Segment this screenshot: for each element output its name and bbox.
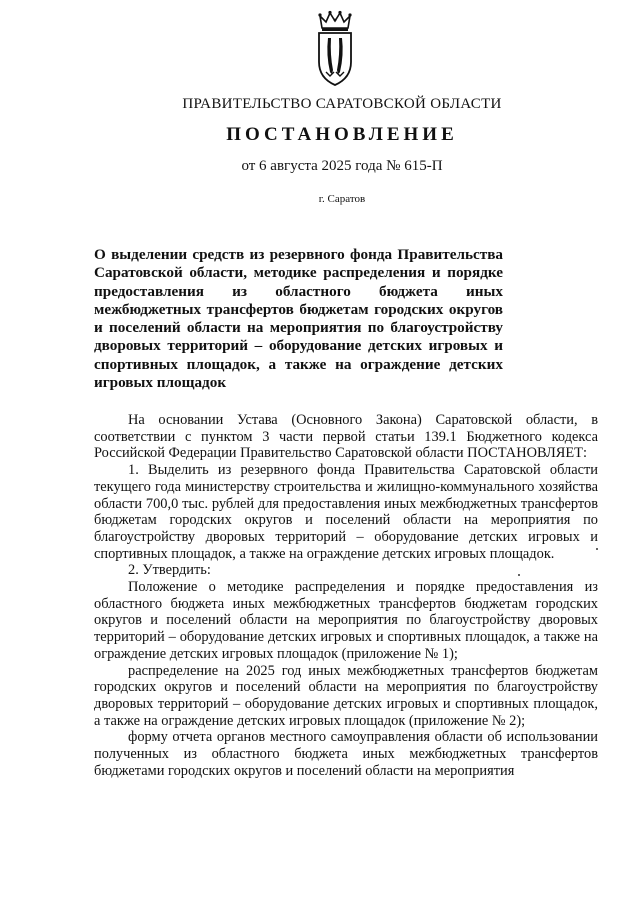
body-paragraph: распределение на 2025 год иных межбюджетных трансфертов бюджетам городских округов и поселений области на мероприятия по благоустройству дворовых территорий – оборудование детских игровых и спортивных площадок, а также на ограждение детских игровых площадок (приложение № 2); [94, 662, 598, 729]
body-paragraph: 2. Утвердить: [128, 562, 211, 579]
coat-of-arms-emblem [314, 10, 356, 92]
body-paragraph: форму отчета органов местного самоуправления области об использовании полученных из областного бюджета иных межбюджетных трансфертов бюджетами городских округов и поселений области на мероприятия [94, 729, 598, 779]
scan-speck [596, 548, 598, 550]
document-body [94, 412, 598, 779]
document-type: ПОСТАНОВЛЕНИЕ [226, 124, 458, 145]
document-date-number: от 6 августа 2025 года № 615-П [241, 158, 443, 174]
body-paragraph: Положение о методике распределения и порядке предоставления из областного бюджета иных межбюджетных трансфертов бюджетам городских округов и поселений области на мероприятия по благоустройству дворовых территорий – оборудование детских игровых и спортивных площадок, а также на ограждение детских игровых площадок (приложение № 1); [94, 579, 598, 662]
body-paragraph: 1. Выделить из резервного фонда Правительства Саратовской области текущего года министерству строительства и жилищно-коммунального хозяйства области 700,0 тыс. рублей для предоставления иных межбюджетных трансфертов бюджетам городских округов и поселений области на мероприятия по благоустройству дворовых территорий – оборудование детских игровых и спортивных площадок, а также на ограждение детских игровых площадок. [94, 462, 598, 562]
scan-speck [518, 574, 520, 576]
body-paragraph: На основании Устава (Основного Закона) Саратовской области, в соответствии с пунктом 3 части первой статьи 139.1 Бюджетного кодекса Российской Федерации Правительство Саратовской области ПОСТАНОВЛЯЕТ: [94, 412, 598, 462]
document-title: О выделении средств из резервного фонда Правительства Саратовской области, методике распределения и порядке предоставления из областного бюджета иных межбюджетных трансфертов бюджетам городских округов и поселений области на мероприятия по благоустройству дворовых территорий – оборудование детских игровых и спортивных площадок, а также на ограждение детских игровых площадок [94, 246, 503, 392]
organization-name: ПРАВИТЕЛЬСТВО САРАТОВСКОЙ ОБЛАСТИ [182, 96, 502, 112]
document-city: г. Саратов [318, 193, 366, 205]
